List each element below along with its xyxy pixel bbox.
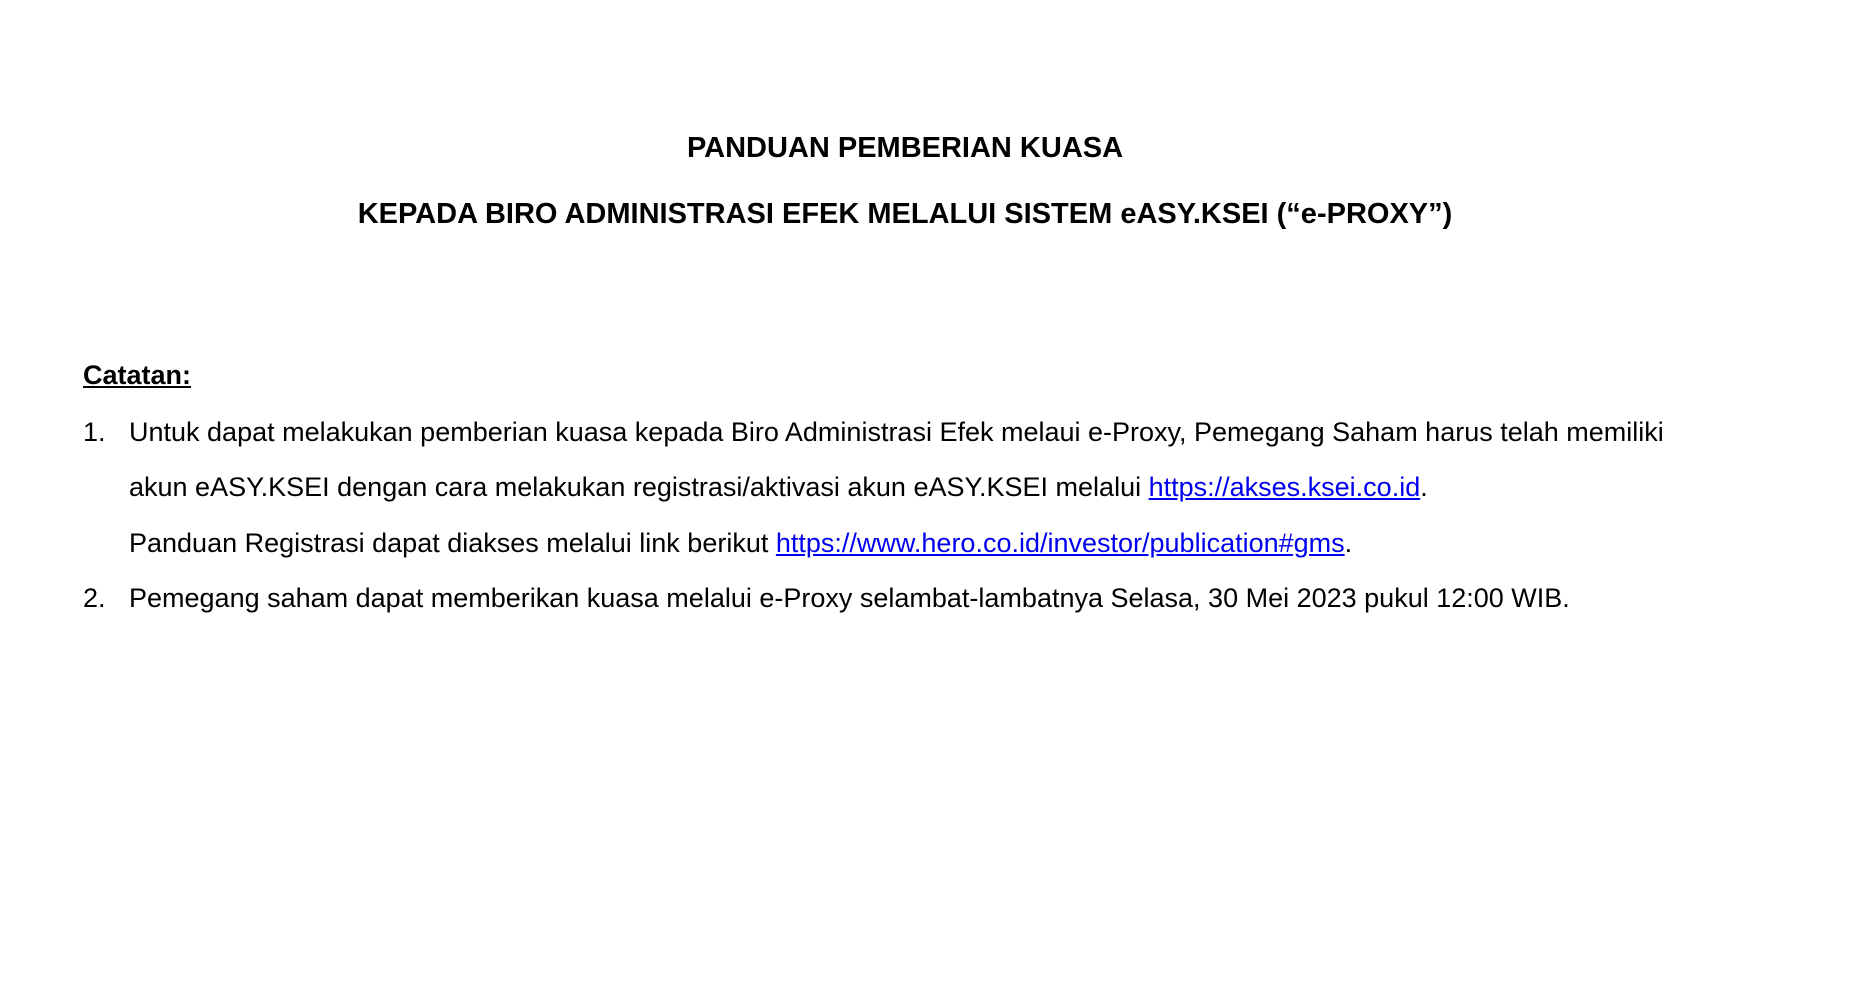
document-title-line-1: PANDUAN PEMBERIAN KUASA bbox=[686, 132, 1124, 164]
note-1-line-2-text: akun eASY.KSEI dengan cara melakukan registrasi/aktivasi akun eASY.KSEI melalui bbox=[129, 472, 1149, 502]
note-1-line-3 bbox=[129, 526, 1352, 560]
note-1-line-2 bbox=[129, 470, 1428, 504]
note-1-line-2-period: . bbox=[1420, 472, 1428, 502]
note-1-number: 1. bbox=[83, 417, 106, 447]
notes-heading: Catatan: bbox=[83, 360, 192, 390]
ksei-access-link[interactable]: https://akses.ksei.co.id bbox=[1148, 472, 1421, 502]
document-title-line-2: KEPADA BIRO ADMINISTRASI EFEK MELALUI SISTEM eASY.KSEI (“e-PROXY”) bbox=[357, 198, 1453, 230]
note-2-number: 2. bbox=[83, 583, 106, 613]
registration-guide-link[interactable]: https://www.hero.co.id/investor/publication#gms bbox=[775, 528, 1345, 558]
note-2-line-1: Pemegang saham dapat memberikan kuasa melalui e-Proxy selambat-lambatnya Selasa, 30 Mei 2023 pukul 12:00 WIB. bbox=[129, 583, 1570, 613]
note-1-line-3-text: Panduan Registrasi dapat diakses melalui link berikut bbox=[129, 528, 776, 558]
note-1-line-3-period: . bbox=[1344, 528, 1353, 558]
note-1-line-1: Untuk dapat melakukan pemberian kuasa kepada Biro Administrasi Efek melaui e-Proxy, Pemegang Saham harus telah memiliki bbox=[129, 417, 1664, 447]
